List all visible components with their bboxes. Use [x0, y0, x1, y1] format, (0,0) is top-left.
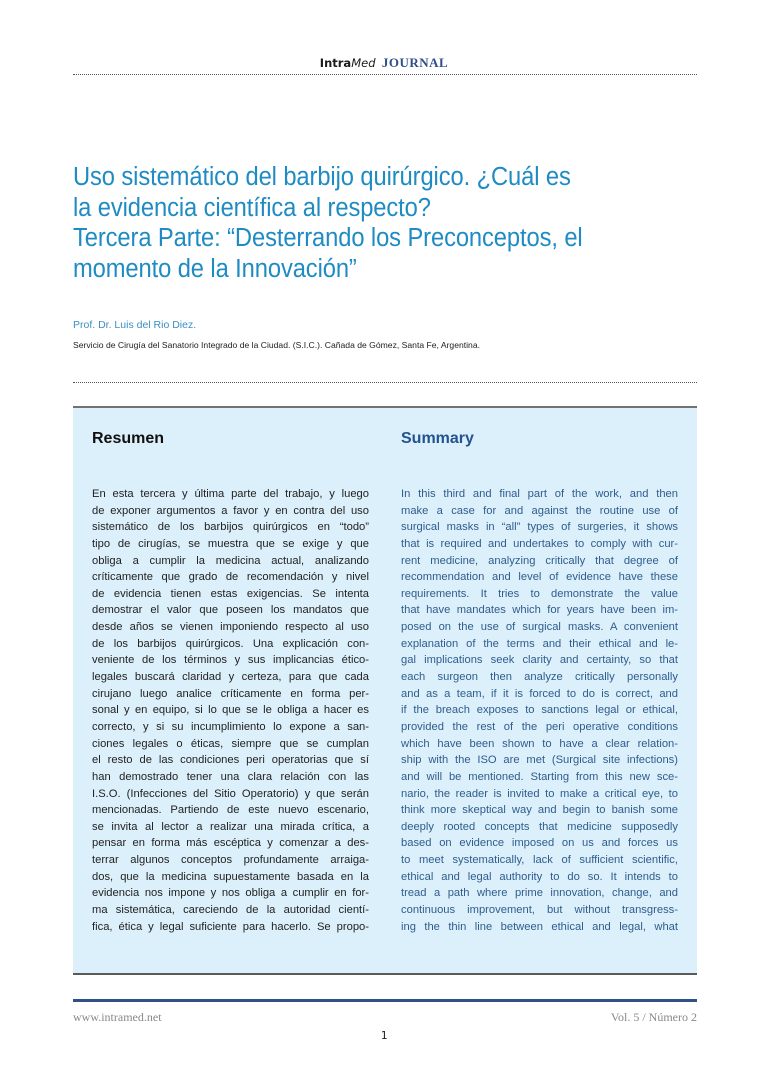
text-line: and as a team, if it is forced to do is correct, and — [401, 687, 678, 700]
text-line: demostrar el valor que poseen los mandatos que — [92, 604, 369, 617]
text-line: cirujano luego analice críticamente en forma per- — [92, 687, 369, 700]
title-line: la evidencia científica al respecto? — [73, 193, 431, 222]
footer-volume: Vol. 5 / Número 2 — [610, 1010, 697, 1024]
text-line: críticamente que grado de recomendación y nivel — [92, 571, 369, 584]
text-line: I.S.O. (Infecciones del Sitio Operatorio) y que serán — [92, 787, 369, 800]
text-line: nario, the reader is invited to make a critical eye, to — [401, 787, 678, 800]
title-line: Uso sistemático del barbijo quirúrgico. ¿Cuál es — [73, 163, 571, 191]
text-line: de los barbijos quirúrgicos. Una explicación con- — [92, 637, 369, 650]
page-number: 1 — [380, 1029, 388, 1042]
text-line: desde años se vienen imponiendo respecto al uso — [92, 621, 369, 634]
brand-med: Med — [351, 56, 376, 70]
text-line: legales buscará claridad y certeza, para que cada — [92, 671, 369, 684]
text-line: recommendation and level of evidence have these — [401, 571, 678, 584]
text-line: ethical and legal authority to do so. It intends to — [401, 870, 678, 883]
text-line: terrar algunos conceptos profundamente arraiga- — [92, 854, 369, 867]
footer-website: www.intramed.net — [73, 1010, 162, 1024]
text-line: continuous improvement, but without transgress- — [401, 904, 678, 917]
title-divider — [73, 382, 697, 383]
text-line: provided the rest of the peri operative conditions — [401, 720, 678, 733]
journal-header — [0, 56, 768, 70]
text-line: veniente de los términos y sus implicancias ético- — [92, 654, 369, 667]
text-line: rent medicine, analyzing critically that degree of — [401, 554, 678, 567]
brand-journal: JOURNAL — [381, 55, 449, 70]
text-line: fica, ética y legal suficiente para hacerlo. Se propo- — [92, 920, 369, 933]
text-line: ma sistemática, careciendo de la autoridad cientí- — [92, 904, 369, 917]
text-line: posed on the use of surgical masks. A convenient — [401, 621, 678, 634]
text-line: evidencia nos impone y nos obliga a cumplir en for- — [92, 887, 369, 900]
text-line: if the breach exposes to sanctions legal or ethical, — [401, 704, 678, 717]
text-line: based on evidence imposed on us and forces us — [401, 837, 678, 850]
article-title — [73, 162, 668, 284]
text-line: make a case for and against the routine use of — [401, 504, 678, 517]
text-line: el resto de las condiciones peri operatorias que sí — [92, 754, 369, 767]
text-line: requirements. It tries to demonstrate the value — [401, 587, 678, 600]
author-name: Prof. Dr. Luis del Rio Diez. — [73, 319, 197, 331]
brand-intra: Intra — [319, 56, 352, 70]
title-line: momento de la Innovación” — [73, 254, 357, 283]
text-line: han demostrado tener una clara relación con las — [92, 770, 369, 783]
text-line: and will be mentioned. Starting from this new sce- — [401, 770, 678, 783]
text-line: ship with the ISO are met (Surgical site infections) — [401, 754, 678, 767]
text-line: deeply rooted concepts that medicine supposedly — [401, 820, 678, 833]
text-line: ing the thin line between ethical and legal, what — [401, 920, 678, 933]
text-line: obliga a cumplir la medicina actual, analizando — [92, 554, 369, 567]
summary-text — [401, 486, 678, 935]
text-line: tread a path where prime innovation, change, and — [401, 887, 678, 900]
text-line: correcto, y si su incumplimiento lo expone a san- — [92, 720, 369, 733]
text-line: de exponer argumentos a favor y en contra del uso — [92, 504, 369, 517]
text-line: sistemático de los barbijos quirúrgicos en “todo” — [92, 521, 369, 534]
summary-heading: Summary — [401, 430, 474, 447]
text-line: se invita al lector a realizar una mirada crítica, a — [92, 820, 369, 833]
text-line: In this third and final part of the work, and then — [401, 488, 678, 500]
text-line: tipo de cirugías, se muestra que se exige y que — [92, 537, 369, 550]
text-line: that have mandates which for years have been im- — [401, 604, 678, 617]
text-line: each surgeon then analyze critically personally — [401, 671, 678, 684]
footer-divider — [73, 999, 697, 1002]
text-line: sonal y en equipo, si lo que se le obliga a hacer es — [92, 704, 369, 717]
author-affiliation: Servicio de Cirugía del Sanatorio Integrado de la Ciudad. (S.I.C.). Cañada de Gómez, Santa Fe, Argentina. — [73, 340, 481, 350]
text-line: mencionadas. Partiendo de este nuevo escenario, — [92, 804, 369, 817]
text-line: explanation of the terms and their ethical and le- — [401, 637, 678, 650]
text-line: that is required and undertakes to comply with cur- — [401, 537, 678, 550]
text-line: gal implications seek clarity and certainty, so that — [401, 654, 678, 667]
text-line: ciones legales o éticas, siempre que se cumplan — [92, 737, 369, 750]
text-line: to meet systematically, lack of sufficient scientific, — [401, 854, 678, 867]
text-line: surgical masks in “all” types of surgeries, it shows — [401, 521, 678, 534]
text-line: think more skeptical way and begin to banish some — [401, 804, 678, 817]
title-line: Tercera Parte: “Desterrando los Preconceptos, el — [73, 224, 583, 252]
text-line: En esta tercera y última parte del trabajo, y luego — [92, 488, 369, 500]
text-line: which have been shown to have a clear relation- — [401, 737, 678, 750]
text-line: de evidencia tienen estas exigencias. Se intenta — [92, 587, 369, 600]
resumen-text — [92, 486, 369, 935]
header-divider — [73, 74, 697, 75]
text-line: dos, que la medicina supuestamente basada en la — [92, 870, 369, 883]
text-line: pensar en forma más escéptica y comenzar a des- — [92, 837, 369, 850]
resumen-heading: Resumen — [92, 430, 165, 447]
